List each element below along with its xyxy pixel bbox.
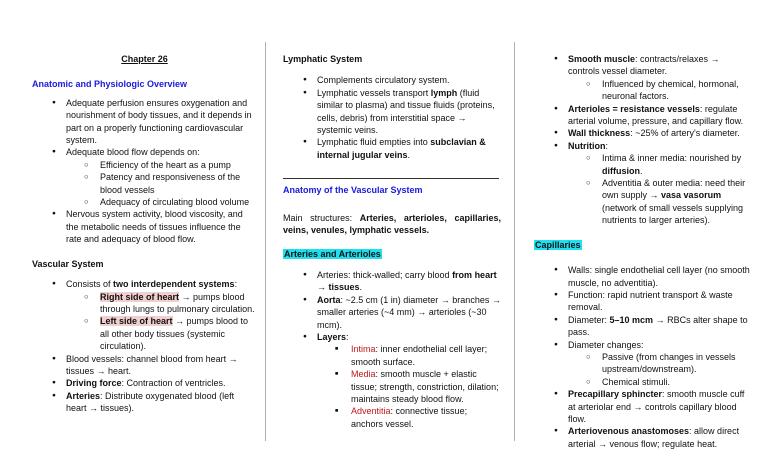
list-item: ● Blood vessels: channel blood from heart → tissues → heart. bbox=[32, 353, 257, 378]
arteries-heading: Arteries and Arterioles bbox=[284, 249, 381, 260]
list-item: ● Nervous system activity, blood viscosity, and the metabolic needs of tissues influence the rate and adequacy of blood flow. bbox=[32, 208, 257, 245]
sub-list-item: ■ Intima: inner endothelial cell layer; smooth surface. bbox=[317, 343, 501, 368]
column-divider bbox=[265, 42, 266, 441]
capillaries-heading: Capillaries bbox=[535, 239, 581, 250]
list-item: ● Driving force: Contraction of ventricles. bbox=[32, 377, 257, 389]
sub-list-item: ■ Adventitia: connective tissue; anchors vessel. bbox=[317, 405, 501, 430]
list-item: ● Adequate perfusion ensures oxygenation and nourishment of body tissues, and it depends in part on a properly functioning cardiovascular system. bbox=[32, 97, 257, 147]
lymphatic-list bbox=[283, 74, 501, 161]
list-item: ● Walls: single endothelial cell layer (no smooth muscle, no adventitia). bbox=[534, 264, 753, 289]
list-item: ● Arteriovenous anastomoses: allow direct arterial → venous flow; regulate heat. bbox=[534, 425, 753, 450]
arteries-continued-list bbox=[534, 53, 753, 227]
left-heart-highlight: Left side of heart bbox=[100, 316, 173, 327]
list-item: ● Adequate blood flow depends on: ○ Efficiency of the heart as a pump ○ Patency and responsiveness of the blood vessels ○ Adequacy of circulating blood volume bbox=[32, 146, 257, 208]
list-item: ● Lymphatic vessels transport lymph (fluid similar to plasma) and tissue fluids (proteins, cells, debris) from interstitial space → systemic veins. bbox=[283, 87, 501, 137]
column-1 bbox=[32, 0, 257, 441]
sub-list-item: ○ Chemical stimuli. bbox=[568, 376, 753, 388]
overview-list bbox=[32, 97, 257, 246]
list-item: ● Layers: ■ Intima: inner endothelial cell layer; smooth surface. ■ Media: smooth muscle + elastic tissue; strength, constriction, dilation; maintains steady blood flow. ■ Adventitia: connective tissue; anchors vessel. bbox=[283, 331, 501, 430]
list-item: ● Smooth muscle: contracts/relaxes → controls vessel diameter. ○ Influenced by chemical, hormonal, neuronal factors. bbox=[534, 53, 753, 103]
column-2 bbox=[283, 0, 501, 441]
lymphatic-heading: Lymphatic System bbox=[283, 54, 363, 64]
list-item: ● Wall thickness: ~25% of artery's diameter. bbox=[534, 127, 753, 139]
sub-list-item: ○ Adequacy of circulating blood volume bbox=[66, 196, 257, 208]
vascular-list bbox=[32, 278, 257, 414]
list-item: ● Diameter changes: ○ Passive (from changes in vessels upstream/downstream). ○ Chemical stimuli. bbox=[534, 339, 753, 389]
list-item: ● Arteries: Distribute oxygenated blood (left heart → tissues). bbox=[32, 390, 257, 415]
list-item: ● Lymphatic fluid empties into subclavian & internal jugular veins. bbox=[283, 136, 501, 161]
chapter-title: Chapter 26 bbox=[121, 54, 168, 64]
sub-list-item: ■ Media: smooth muscle + elastic tissue; strength, constriction, dilation; maintains steady blood flow. bbox=[317, 368, 501, 405]
list-item: ● Precapillary sphincter: smooth muscle cuff at arteriolar end → controls capillary blood flow. bbox=[534, 388, 753, 425]
vascular-heading: Vascular System bbox=[32, 258, 104, 269]
sub-list-item: ○ Adventitia & outer media: need their own supply → vasa vasorum (network of small vessels supplying nutrients to larger arteries). bbox=[568, 177, 753, 227]
list-item: ● Complements circulatory system. bbox=[283, 74, 501, 86]
column-divider bbox=[514, 42, 515, 441]
sub-list-item: ○ Left side of heart → pumps blood to all other body tissues (systemic circulation). bbox=[66, 315, 257, 352]
sub-list-item: ○ Intima & inner media: nourished by diffusion. bbox=[568, 152, 753, 177]
sub-list-item: ○ Passive (from changes in vessels upstream/downstream). bbox=[568, 351, 753, 376]
column-3 bbox=[535, 0, 753, 449]
list-item: ● Arteries: thick-walled; carry blood from heart → tissues. bbox=[283, 269, 501, 294]
sub-list-item: ○ Right side of heart → pumps blood through lungs to pulmonary circulation. bbox=[66, 291, 257, 316]
sub-list-item: ○ Patency and responsiveness of the blood vessels bbox=[66, 171, 257, 196]
list-item: ● Consists of two interdependent systems: ○ Right side of heart → pumps blood through lungs to pulmonary circulation. ○ Left side of heart → pumps blood to all other body tissues (systemic circulation). bbox=[32, 278, 257, 352]
anatomy-heading: Anatomy of the Vascular System bbox=[283, 185, 423, 196]
sub-list-item: ○ Efficiency of the heart as a pump bbox=[66, 159, 257, 171]
list-item: ● Arterioles = resistance vessels: regulate arterial volume, pressure, and capillary flow. bbox=[534, 103, 753, 128]
right-heart-highlight: Right side of heart bbox=[100, 291, 180, 302]
main-structures: Main structures: Arteries, arterioles, capillaries, veins, venules, lymphatic vessels. bbox=[283, 212, 501, 236]
overview-heading: Anatomic and Physiologic Overview bbox=[32, 79, 188, 90]
list-item: ● Function: rapid nutrient transport & waste removal. bbox=[534, 289, 753, 314]
capillaries-list bbox=[534, 264, 753, 450]
list-item: ● Diameter: 5–10 mcm → RBCs alter shape to pass. bbox=[534, 314, 753, 339]
arteries-list bbox=[283, 269, 501, 430]
list-item: ● Nutrition: ○ Intima & inner media: nourished by diffusion. ○ Adventitia & outer media: need their own supply → vasa vasorum (network of small vessels supplying nutrients to larger arteries). bbox=[534, 140, 753, 227]
list-item: ● Aorta: ~2.5 cm (1 in) diameter → branches → smaller arteries (~4 mm) → arterioles (~30 mcm). bbox=[283, 294, 501, 331]
sub-list-item: ○ Influenced by chemical, hormonal, neuronal factors. bbox=[568, 78, 753, 103]
